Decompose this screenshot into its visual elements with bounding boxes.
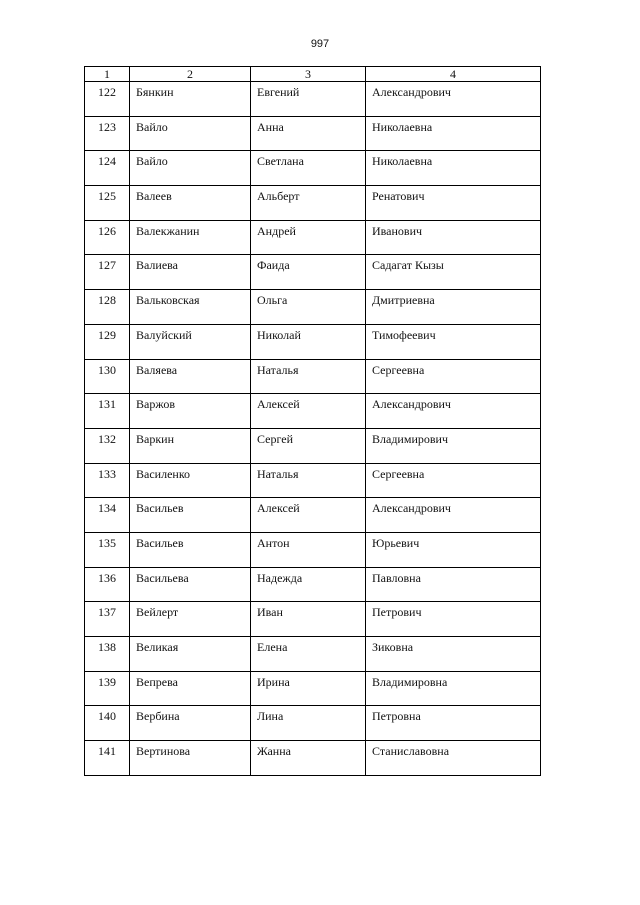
column-header-name: 3 <box>251 67 366 82</box>
table-row <box>85 186 541 221</box>
patronymic-cell: Дмитриевна <box>366 290 541 325</box>
first-name-cell: Наталья <box>251 359 366 394</box>
row-number-cell: 124 <box>85 151 130 186</box>
surname-cell: Варжов <box>130 394 251 429</box>
first-name-cell: Иван <box>251 602 366 637</box>
first-name-cell: Елена <box>251 637 366 672</box>
patronymic-cell: Павловна <box>366 567 541 602</box>
surname-cell: Валеев <box>130 186 251 221</box>
row-number-cell: 129 <box>85 324 130 359</box>
surname-cell: Вейлерт <box>130 602 251 637</box>
row-number-cell: 128 <box>85 290 130 325</box>
table-row <box>85 324 541 359</box>
surname-cell: Вайло <box>130 151 251 186</box>
table-body <box>85 82 541 776</box>
row-number-cell: 138 <box>85 637 130 672</box>
row-number-cell: 125 <box>85 186 130 221</box>
column-header-surname: 2 <box>130 67 251 82</box>
patronymic-cell: Станиславовна <box>366 741 541 776</box>
patronymic-cell: Сергеевна <box>366 463 541 498</box>
first-name-cell: Ольга <box>251 290 366 325</box>
table-row <box>85 637 541 672</box>
row-number-cell: 141 <box>85 741 130 776</box>
row-number-cell: 140 <box>85 706 130 741</box>
surname-cell: Василенко <box>130 463 251 498</box>
patronymic-cell: Александрович <box>366 394 541 429</box>
table-row <box>85 706 541 741</box>
row-number-cell: 135 <box>85 532 130 567</box>
patronymic-cell: Николаевна <box>366 151 541 186</box>
surname-cell: Вайло <box>130 116 251 151</box>
table-row <box>85 255 541 290</box>
table-row <box>85 151 541 186</box>
row-number-cell: 132 <box>85 428 130 463</box>
column-header-number: 1 <box>85 67 130 82</box>
table-row <box>85 532 541 567</box>
table-row <box>85 394 541 429</box>
patronymic-cell: Владимировна <box>366 671 541 706</box>
surname-cell: Васильев <box>130 532 251 567</box>
row-number-cell: 126 <box>85 220 130 255</box>
table-row <box>85 671 541 706</box>
first-name-cell: Евгений <box>251 82 366 117</box>
first-name-cell: Жанна <box>251 741 366 776</box>
patronymic-cell: Ренатович <box>366 186 541 221</box>
patronymic-cell: Петрович <box>366 602 541 637</box>
table-row <box>85 116 541 151</box>
surname-cell: Бянкин <box>130 82 251 117</box>
patronymic-cell: Садагат Кызы <box>366 255 541 290</box>
first-name-cell: Николай <box>251 324 366 359</box>
table-row <box>85 498 541 533</box>
first-name-cell: Альберт <box>251 186 366 221</box>
patronymic-cell: Сергеевна <box>366 359 541 394</box>
patronymic-cell: Зиковна <box>366 637 541 672</box>
table-row <box>85 290 541 325</box>
row-number-cell: 123 <box>85 116 130 151</box>
first-name-cell: Светлана <box>251 151 366 186</box>
surname-cell: Вертинова <box>130 741 251 776</box>
first-name-cell: Фаида <box>251 255 366 290</box>
surname-cell: Великая <box>130 637 251 672</box>
table-row <box>85 428 541 463</box>
first-name-cell: Ирина <box>251 671 366 706</box>
patronymic-cell: Александрович <box>366 82 541 117</box>
surname-cell: Варкин <box>130 428 251 463</box>
surname-cell: Васильев <box>130 498 251 533</box>
row-number-cell: 133 <box>85 463 130 498</box>
table-row <box>85 567 541 602</box>
patronymic-cell: Николаевна <box>366 116 541 151</box>
first-name-cell: Сергей <box>251 428 366 463</box>
table-row <box>85 602 541 637</box>
surname-cell: Вальковская <box>130 290 251 325</box>
row-number-cell: 134 <box>85 498 130 533</box>
table-row <box>85 463 541 498</box>
patronymic-cell: Иванович <box>366 220 541 255</box>
row-number-cell: 131 <box>85 394 130 429</box>
patronymic-cell: Тимофеевич <box>366 324 541 359</box>
first-name-cell: Анна <box>251 116 366 151</box>
surname-cell: Валекжанин <box>130 220 251 255</box>
table-row <box>85 741 541 776</box>
column-header-patronymic: 4 <box>366 67 541 82</box>
table-header-row <box>85 67 541 82</box>
patronymic-cell: Александрович <box>366 498 541 533</box>
first-name-cell: Лина <box>251 706 366 741</box>
patronymic-cell: Владимирович <box>366 428 541 463</box>
first-name-cell: Антон <box>251 532 366 567</box>
first-name-cell: Наталья <box>251 463 366 498</box>
roster-table <box>84 66 541 776</box>
surname-cell: Вепрева <box>130 671 251 706</box>
surname-cell: Валяева <box>130 359 251 394</box>
table-row <box>85 359 541 394</box>
first-name-cell: Алексей <box>251 394 366 429</box>
first-name-cell: Алексей <box>251 498 366 533</box>
table-row <box>85 220 541 255</box>
row-number-cell: 136 <box>85 567 130 602</box>
row-number-cell: 139 <box>85 671 130 706</box>
row-number-cell: 122 <box>85 82 130 117</box>
patronymic-cell: Юрьевич <box>366 532 541 567</box>
first-name-cell: Надежда <box>251 567 366 602</box>
surname-cell: Вербина <box>130 706 251 741</box>
row-number-cell: 130 <box>85 359 130 394</box>
patronymic-cell: Петровна <box>366 706 541 741</box>
row-number-cell: 137 <box>85 602 130 637</box>
surname-cell: Васильева <box>130 567 251 602</box>
surname-cell: Валиева <box>130 255 251 290</box>
table-row <box>85 82 541 117</box>
surname-cell: Валуйский <box>130 324 251 359</box>
page-number: 997 <box>310 38 330 50</box>
first-name-cell: Андрей <box>251 220 366 255</box>
row-number-cell: 127 <box>85 255 130 290</box>
